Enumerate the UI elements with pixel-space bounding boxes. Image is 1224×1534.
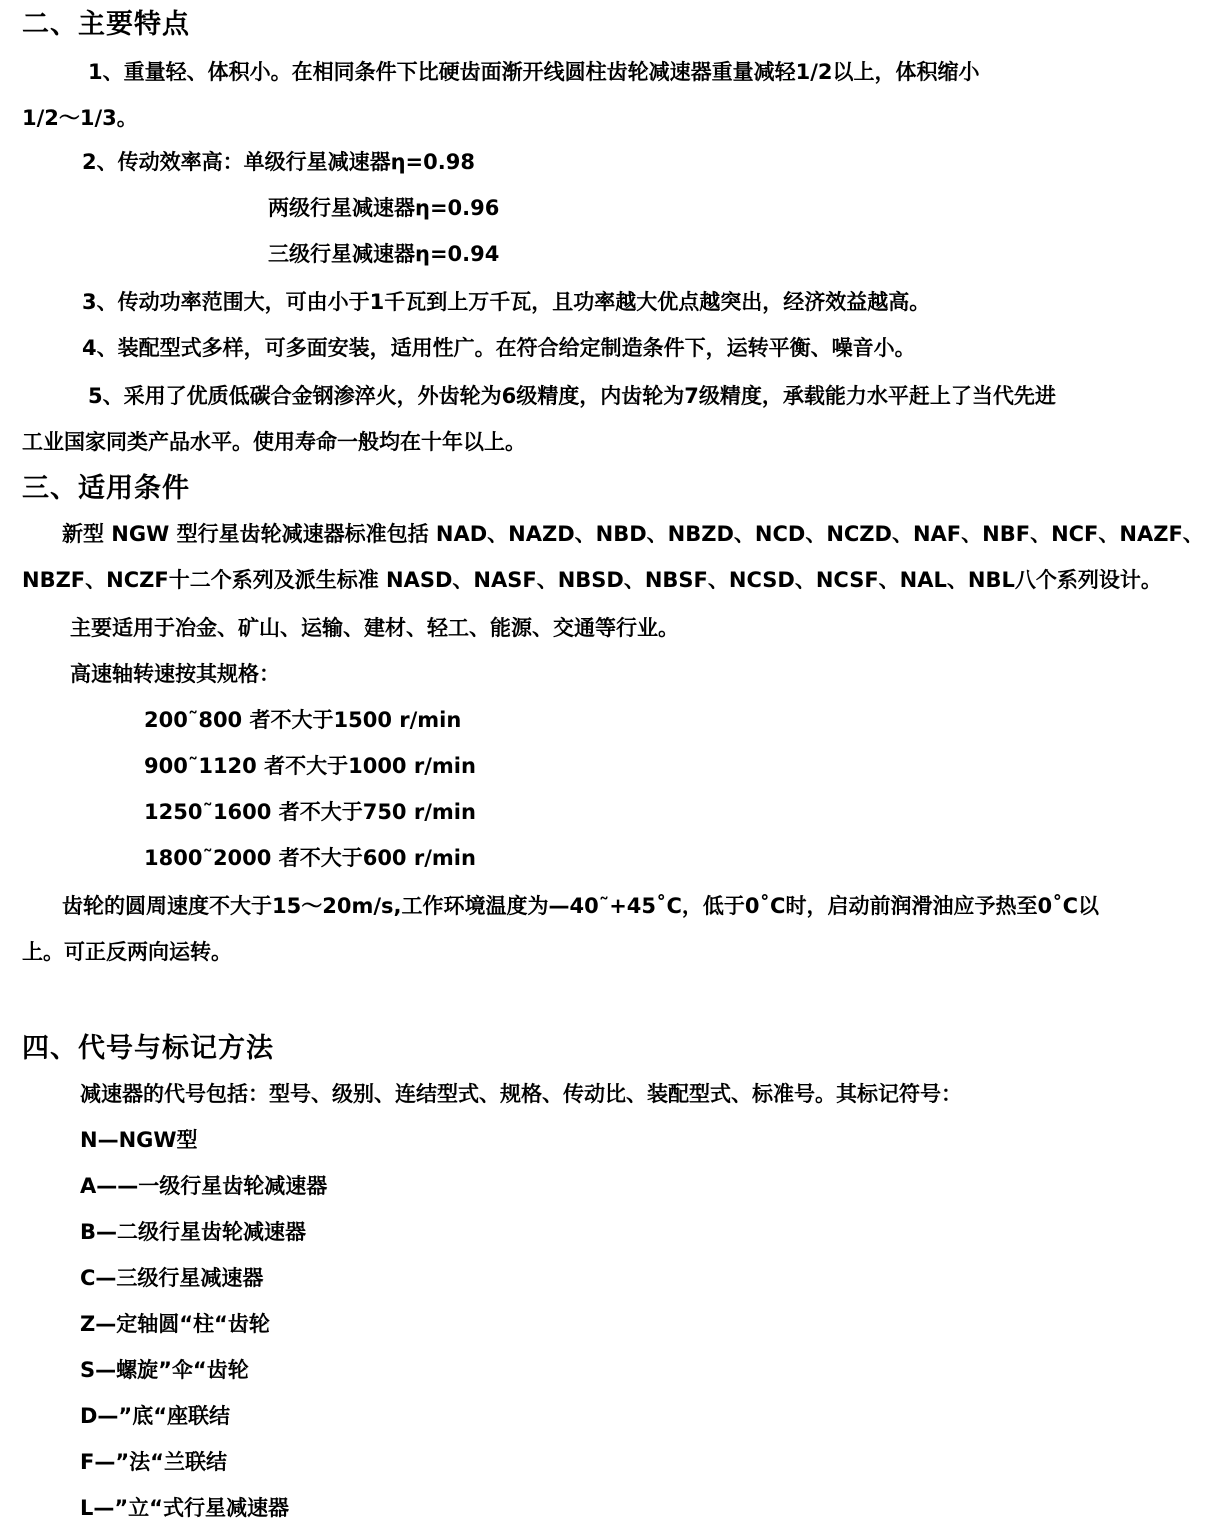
- feature-item-5-line-2: 工业国家同类产品水平。使用寿命一般均在十年以上。: [22, 430, 526, 454]
- section-heading-conditions: 三、适用条件: [22, 473, 190, 504]
- code-item-f: F—”法“兰联结: [80, 1450, 227, 1474]
- code-item-c: C—三级行星减速器: [80, 1266, 264, 1290]
- feature-item-3: 3、传动功率范围大，可由小于1千瓦到上万千瓦，且功率越大优点越突出，经济效益越高。: [82, 290, 931, 314]
- conditions-para-4-line-2: 上。可正反两向运转。: [22, 940, 232, 964]
- code-item-s: S—螺旋”伞“齿轮: [80, 1358, 249, 1382]
- speed-spec-1: 200˜800 者不大于1500 r/min: [144, 708, 462, 732]
- code-item-d: D—”底“座联结: [80, 1404, 231, 1428]
- conditions-para-4-line-1: 齿轮的圆周速度不大于15～20m/s,工作环境温度为—40˜+45˚C，低于0˚C时，启动前润滑油应予热至0˚C以: [62, 894, 1099, 918]
- feature-item-2-line-3: 三级行星减速器η=0.94: [268, 242, 500, 266]
- section-heading-codes: 四、代号与标记方法: [22, 1033, 274, 1064]
- code-item-l: L—”立“式行星减速器: [80, 1496, 289, 1520]
- conditions-para-1-line-1: 新型 NGW 型行星齿轮减速器标准包括 NAD、NAZD、NBD、NBZD、NCD、NCZD、NAF、NBF、NCF、NAZF、: [62, 522, 1204, 546]
- feature-item-1-line-2: 1/2～1/3。: [22, 106, 138, 130]
- speed-spec-4: 1800˜2000 者不大于600 r/min: [144, 846, 476, 870]
- speed-spec-3: 1250˜1600 者不大于750 r/min: [144, 800, 476, 824]
- section-heading-features: 二、主要特点: [22, 9, 190, 40]
- code-item-b: B—二级行星齿轮减速器: [80, 1220, 307, 1244]
- codes-intro: 减速器的代号包括：型号、级别、连结型式、规格、传动比、装配型式、标准号。其标记符号：: [80, 1082, 962, 1106]
- speed-spec-2: 900˜1120 者不大于1000 r/min: [144, 754, 476, 778]
- conditions-para-1-line-2: NBZF、NCZF十二个系列及派生标准 NASD、NASF、NBSD、NBSF、NCSD、NCSF、NAL、NBL八个系列设计。: [22, 568, 1162, 592]
- feature-item-2-line-2: 两级行星减速器η=0.96: [268, 196, 500, 220]
- code-item-n: N—NGW型: [80, 1128, 198, 1152]
- feature-item-4: 4、装配型式多样，可多面安装，适用性广。在符合给定制造条件下，运转平衡、噪音小。: [82, 336, 916, 360]
- feature-item-5-line-1: 5、采用了优质低碳合金钢渗淬火，外齿轮为6级精度，内齿轮为7级精度，承载能力水平赶上了当代先进: [88, 384, 1056, 408]
- code-item-a: A——一级行星齿轮减速器: [80, 1174, 328, 1198]
- feature-item-2-line-1: 2、传动效率高：单级行星减速器η=0.98: [82, 150, 475, 174]
- code-item-z: Z—定轴圆“柱“齿轮: [80, 1312, 270, 1336]
- conditions-para-2: 主要适用于冶金、矿山、运输、建材、轻工、能源、交通等行业。: [70, 616, 679, 640]
- feature-item-1-line-1: 1、重量轻、体积小。在相同条件下比硬齿面渐开线圆柱齿轮减速器重量减轻1/2以上，体积缩小: [88, 60, 980, 84]
- conditions-para-3: 高速轴转速按其规格：: [70, 662, 280, 686]
